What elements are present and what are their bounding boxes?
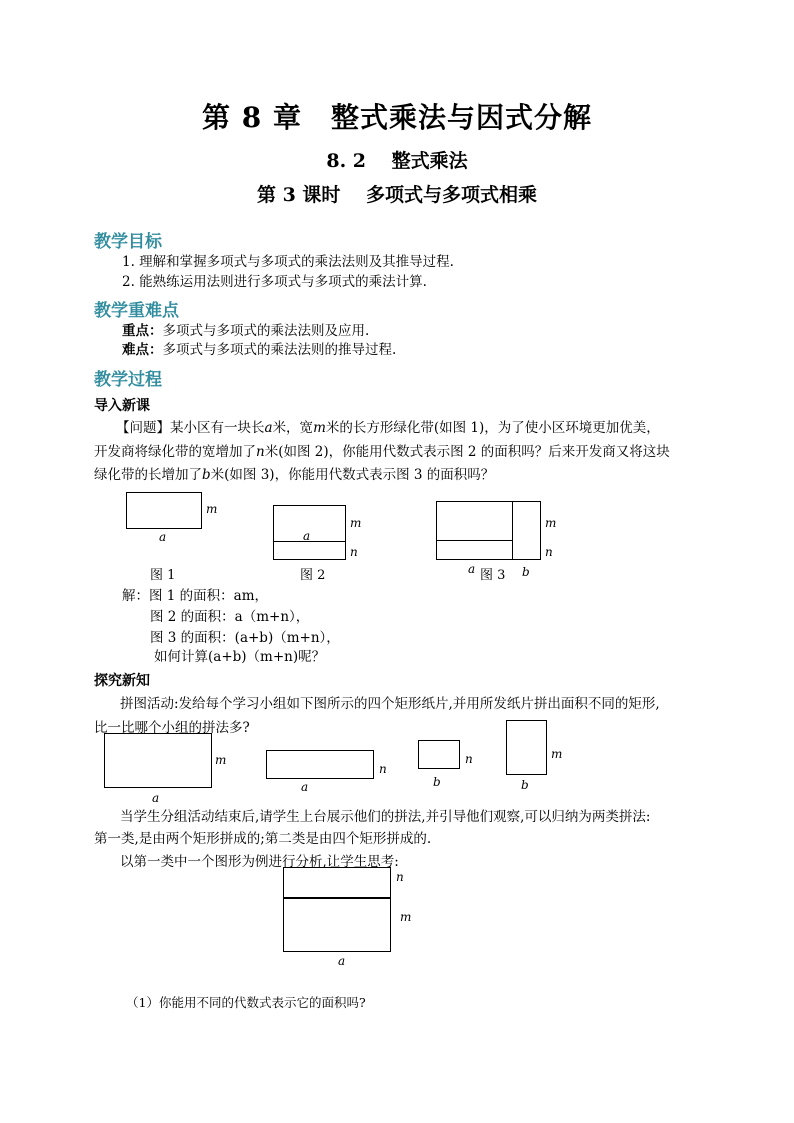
key-label: 重点： bbox=[122, 323, 163, 339]
problem-text: 米(如图 3)，你能用代数式表示图 3 的面积吗？ bbox=[210, 467, 495, 483]
problem-text: 米，宽 bbox=[272, 420, 314, 436]
solution-line-2: 图 2 的面积：a（m+n）， bbox=[150, 609, 310, 625]
fig2-label-a: a bbox=[303, 529, 311, 543]
solution-line-4: 如何计算(a+b)（m+n)呢？ bbox=[154, 649, 326, 665]
problem-line-1 bbox=[116, 416, 660, 436]
paper-rect-bm bbox=[506, 720, 547, 775]
combined-figure-rect bbox=[283, 867, 391, 952]
figure-3-caption: 图 3 bbox=[480, 568, 506, 583]
combined-label-n: n bbox=[396, 870, 404, 884]
figure-3-vdivider bbox=[512, 501, 513, 560]
figure-1-caption: 图 1 bbox=[150, 568, 176, 583]
figure-3-hdivider bbox=[436, 540, 512, 541]
fig3-label-m: m bbox=[545, 516, 557, 530]
fig2-label-m: m bbox=[350, 516, 362, 530]
problem-text: 开发商将绿化带的宽增加了 bbox=[94, 444, 256, 460]
paper-rect-an bbox=[266, 750, 374, 779]
problem-text: 米(如图 2)，你能用代数式表示图 2 的面积吗？后来开发商又将这块 bbox=[264, 444, 670, 460]
explore-p1-line-1: 拼图活动:发给每个学习小组如下图所示的四个矩形纸片,并用所发纸片拼出面积不同的矩形, bbox=[120, 696, 660, 712]
problem-text: 某小区有一块长 bbox=[170, 420, 265, 436]
solution-line-1: 解：图 1 的面积：am， bbox=[122, 588, 269, 604]
fig3-label-a: a bbox=[468, 562, 476, 576]
var-n: n bbox=[256, 444, 265, 460]
key-point-line bbox=[122, 319, 369, 339]
combined-label-m: m bbox=[400, 910, 412, 924]
difficulty-line bbox=[122, 338, 396, 358]
combined-label-a: a bbox=[338, 954, 346, 968]
lesson-title: 第 3 课时 多项式与多项式相乘 bbox=[256, 184, 538, 206]
problem-tag: 【问题】 bbox=[116, 420, 170, 436]
objective-item-1: 1. 理解和掌握多项式与多项式的乘法法则及其推导过程. bbox=[122, 254, 454, 270]
explore-p2-line-2: 第一类,是由两个矩形拼成的;第二类是由四个矩形拼成的. bbox=[94, 831, 432, 847]
difficulty-label: 难点： bbox=[122, 342, 163, 358]
figure-1-rect bbox=[126, 492, 202, 529]
fig3-label-n: n bbox=[545, 545, 553, 559]
objectives-heading: 教学目标 bbox=[94, 232, 162, 252]
section-title: 8. 2 整式乘法 bbox=[326, 150, 468, 172]
explore-heading: 探究新知 bbox=[94, 673, 150, 689]
var-m: m bbox=[313, 420, 326, 436]
question-1: （1）你能用不同的代数式表示它的面积吗? bbox=[126, 995, 366, 1010]
fig1-label-a: a bbox=[159, 530, 167, 544]
var-a: a bbox=[264, 420, 273, 436]
difficulty-text: 多项式与多项式的乘法法则的推导过程. bbox=[162, 342, 397, 358]
problem-line-3 bbox=[94, 463, 494, 483]
problem-text: 绿化带的长增加了 bbox=[94, 467, 202, 483]
paper-bm-label-b: b bbox=[521, 778, 529, 792]
paper-am-label-a: a bbox=[152, 791, 160, 805]
paper-an-label-a: a bbox=[301, 780, 309, 794]
process-heading: 教学过程 bbox=[94, 370, 162, 390]
key-text: 多项式与多项式的乘法法则及应用. bbox=[162, 323, 370, 339]
fig3-label-b: b bbox=[522, 565, 530, 579]
paper-bn-label-b: b bbox=[433, 775, 441, 789]
key-points-heading: 教学重难点 bbox=[94, 301, 179, 321]
solution-line-3: 图 3 的面积：(a+b)（m+n）， bbox=[150, 630, 340, 646]
figure-3-rect bbox=[436, 501, 541, 560]
paper-bm-label-m: m bbox=[551, 747, 563, 761]
paper-am-label-m: m bbox=[215, 753, 227, 767]
objective-item-2: 2. 能熟练运用法则进行多项式与多项式的乘法计算. bbox=[122, 274, 427, 290]
paper-rect-am bbox=[104, 733, 212, 788]
var-b: b bbox=[202, 467, 211, 483]
explore-p3: 以第一类中一个图形为例进行分析,让学生思考: bbox=[120, 854, 399, 870]
explore-p1-line-2: 比一比哪个小组的拼法多? bbox=[94, 720, 250, 736]
chapter-title: 第 8 章 整式乘法与因式分解 bbox=[202, 101, 592, 134]
paper-rect-bn bbox=[418, 740, 460, 769]
problem-text: 米的长方形绿化带(如图 1)，为了使小区环境更加优美， bbox=[325, 420, 660, 436]
fig1-label-m: m bbox=[206, 502, 218, 516]
fig2-label-n: n bbox=[350, 545, 358, 559]
intro-heading: 导入新课 bbox=[94, 398, 150, 414]
figure-2-caption: 图 2 bbox=[300, 568, 326, 583]
explore-p2-line-1: 当学生分组活动结束后,请学生上台展示他们的拼法,并引导他们观察,可以归纳为两类拼法: bbox=[120, 809, 651, 825]
combined-figure-divider bbox=[283, 897, 391, 899]
paper-an-label-n: n bbox=[379, 762, 387, 776]
problem-line-2 bbox=[94, 440, 670, 460]
paper-bn-label-n: n bbox=[465, 752, 473, 766]
